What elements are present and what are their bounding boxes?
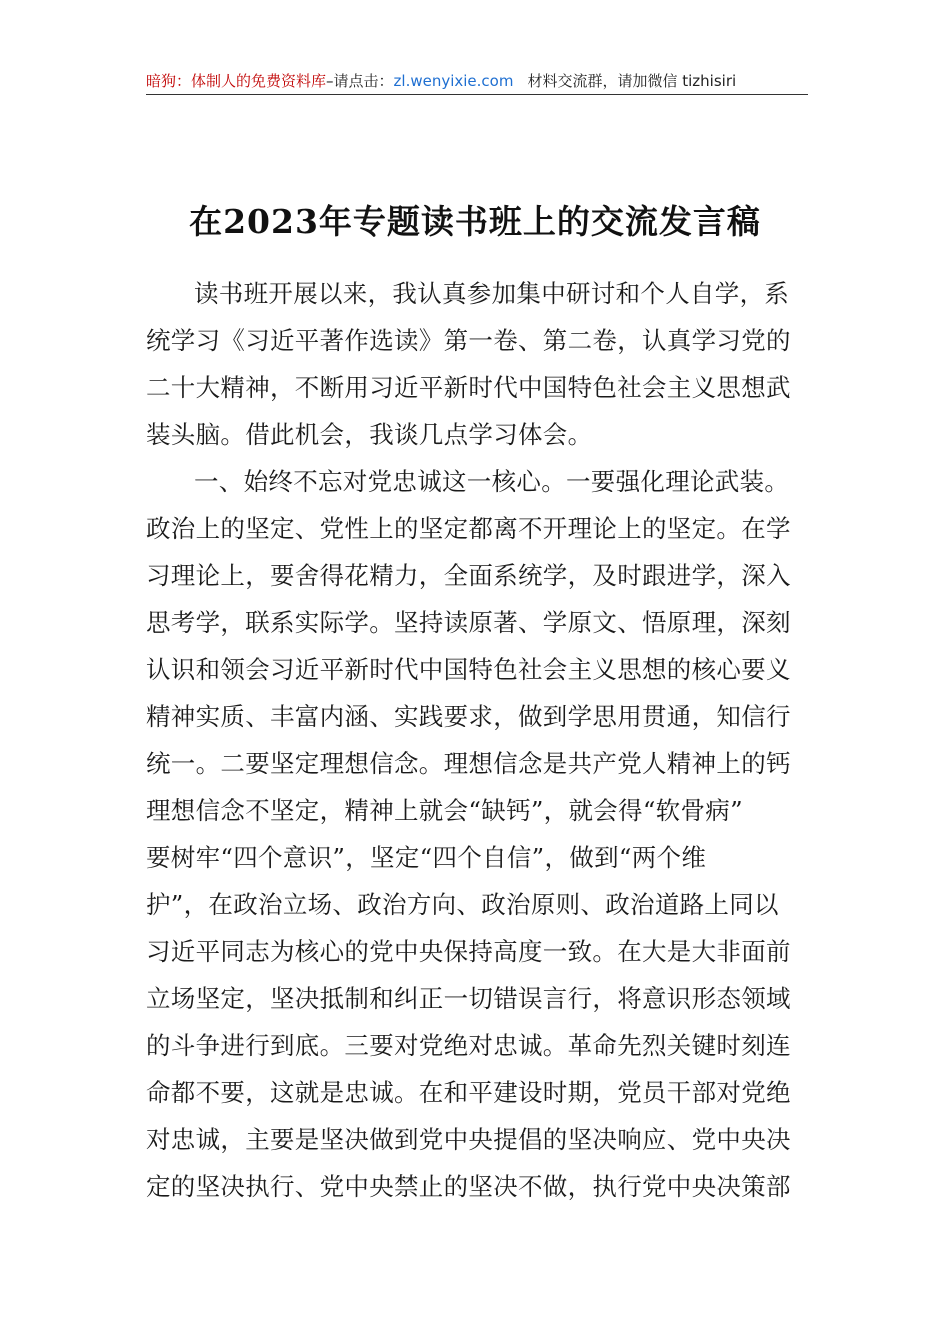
text-line: 命都不要，这就是忠诚。在和平建设时期，党员干部对党绝 [146,1078,791,1107]
text-line: 立场坚定，坚决抵制和纠正一切错误言行，将意识形态领域 [146,984,791,1013]
text-line: 习理论上，要舍得花精力，全面系统学，及时跟进学，深入 [146,561,791,590]
header-note: 材料交流群，请加微信 tizhisiri [527,72,737,90]
text-line: 理想信念不坚定，精神上就会“缺钙”，就会得“软骨病” [146,796,743,825]
text-line: 要树牢“四个意识”，坚定“四个自信”，做到“两个维 [146,843,707,872]
header-divider [146,94,808,95]
header-link[interactable]: zl.wenyixie.com [393,72,514,90]
text-line: 护”，在政治立场、政治方向、政治原则、政治道路上同以 [146,890,779,919]
text-line: 认识和领会习近平新时代中国特色社会主义思想的核心要义 [146,655,791,684]
text-line: 读书班开展以来，我认真参加集中研讨和个人自学，系 [194,279,790,308]
document-title: 在2023年专题读书班上的交流发言稿 [189,202,761,242]
text-line: 习近平同志为核心的党中央保持高度一致。在大是大非面前 [146,937,791,966]
text-line: 二十大精神，不断用习近平新时代中国特色社会主义思想武 [146,373,791,402]
text-line: 定的坚决执行、党中央禁止的坚决不做，执行党中央决策部 [146,1172,791,1201]
text-line: 思考学，联系实际学。坚持读原著、学原文、悟原理，深刻 [146,608,791,637]
page-header [146,70,806,92]
text-line: 对忠诚，主要是坚决做到党中央提倡的坚决响应、党中央决 [146,1125,791,1154]
text-line: 一、始终不忘对党忠诚这一核心。一要强化理论武装。 [194,467,790,496]
text-line: 统一。二要坚定理想信念。理想信念是共产党人精神上的钙 [146,749,791,778]
text-line: 的斗争进行到底。三要对党绝对忠诚。革命先烈关键时刻连 [146,1031,791,1060]
text-line: 政治上的坚定、党性上的坚定都离不开理论上的坚定。在学 [146,514,791,543]
header-prompt: –请点击： [326,72,394,90]
header-brand: 暗狗：体制人的免费资料库 [146,72,327,90]
text-line: 统学习《习近平著作选读》第一卷、第二卷，认真学习党的 [146,326,791,355]
text-line: 精神实质、丰富内涵、实践要求，做到学思用贯通，知信行 [146,702,791,731]
text-line: 装头脑。借此机会，我谈几点学习体会。 [146,420,593,449]
